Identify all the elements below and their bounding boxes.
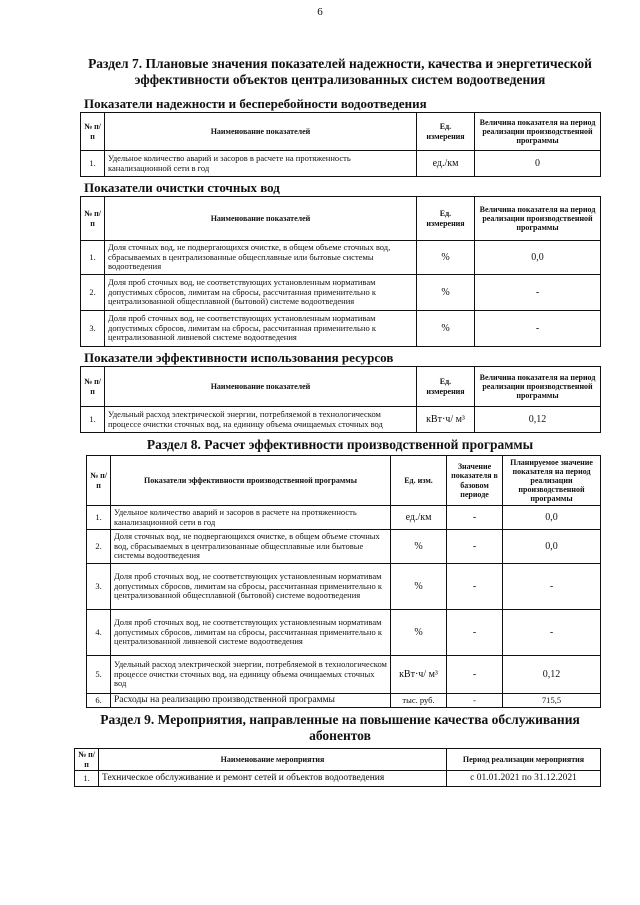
cell-unit: % <box>417 275 475 311</box>
cell-value: 0,12 <box>475 407 601 433</box>
t1-header-row <box>81 113 601 151</box>
section9-title <box>60 712 620 744</box>
section9-title-line1: Раздел 9. Мероприятия, направленные на повышение качества обслуживания <box>100 712 580 727</box>
cell-unit: % <box>391 564 447 610</box>
cell-value: 0,0 <box>475 241 601 275</box>
cell-unit: % <box>417 311 475 347</box>
table-row <box>81 151 601 177</box>
t3-header-name: Наименование показателей <box>105 367 417 407</box>
table-row <box>81 275 601 311</box>
cell-plan: 0,0 <box>503 506 601 530</box>
t1-title: Показатели надежности и бесперебойности водоотведения <box>84 96 427 111</box>
section8-header-num: № п/п <box>87 456 111 506</box>
table-row <box>81 241 601 275</box>
section8-header-name: Показатели эффективности производственной программы <box>111 456 391 506</box>
section9-title-line2: абонентов <box>309 728 371 743</box>
cell-num: 2. <box>87 530 111 564</box>
cell-name: Доля проб сточных вод, не соответствующих установленным нормативам допустимых сбросов, лимитам на сбросы, рассчитанная применительно к централизованной общесплавной (бытовой) системе водоотведения <box>111 564 391 610</box>
t3-header-value: Величина показателя на период реализации производственной программы <box>475 367 601 407</box>
cell-unit: кВт·ч/ м³ <box>417 407 475 433</box>
cell-name: Техническое обслуживание и ремонт сетей и объектов водоотведения <box>99 771 447 787</box>
t1-header-num: № п/п <box>81 113 105 151</box>
section7-title-line2: эффективности объектов централизованных систем водоотведения <box>134 72 546 87</box>
cell-num: 1. <box>87 506 111 530</box>
cell-plan: 715,5 <box>503 694 601 708</box>
t2-header-row <box>81 197 601 241</box>
t3-header-unit: Ед. измерения <box>417 367 475 407</box>
cell-plan: - <box>503 564 601 610</box>
cell-num: 1. <box>81 407 105 433</box>
cell-unit: кВт·ч/ м³ <box>391 656 447 694</box>
section8-header-row <box>87 456 601 506</box>
t1-header-value: Величина показателя на период реализации производственной программы <box>475 113 601 151</box>
cell-num: 3. <box>81 311 105 347</box>
table-row <box>87 610 601 656</box>
t2-table <box>80 196 601 347</box>
cell-base: - <box>447 610 503 656</box>
section9-table <box>74 748 601 787</box>
section8-header-unit: Ед. изм. <box>391 456 447 506</box>
cell-unit: % <box>391 530 447 564</box>
cell-unit: % <box>391 610 447 656</box>
cell-name: Удельный расход электрической энергии, потребляемой в технологическом процессе очистки сточных вод, на единицу объема очищаемых сточных вод <box>105 407 417 433</box>
cell-base: - <box>447 530 503 564</box>
section9-header-period: Период реализации мероприятия <box>447 749 601 771</box>
cell-num: 1. <box>75 771 99 787</box>
section8-header-base: Значение показателя в базовом периоде <box>447 456 503 506</box>
table-row <box>87 694 601 708</box>
section8-header-plan: Планируемое значение показателя на период реализации производственной программы <box>503 456 601 506</box>
t2-header-num: № п/п <box>81 197 105 241</box>
t3-title: Показатели эффективности использования ресурсов <box>84 350 394 365</box>
cell-unit: ед./км <box>391 506 447 530</box>
section8-table <box>86 455 601 708</box>
cell-plan: - <box>503 610 601 656</box>
cell-num: 3. <box>87 564 111 610</box>
cell-name: Доля сточных вод, не подвергающихся очистке, в общем объеме сточных вод, сбрасываемых в централизованные общесплавные или бытовые системы водоотведения <box>111 530 391 564</box>
cell-unit: ед./км <box>417 151 475 177</box>
cell-name: Доля проб сточных вод, не соответствующих установленным нормативам допустимых сбросов, лимитам на сбросы, рассчитанная применительно к централизованной ливневой системе водоотведения <box>111 610 391 656</box>
t3-header-num: № п/п <box>81 367 105 407</box>
cell-base: - <box>447 564 503 610</box>
cell-base: - <box>447 656 503 694</box>
cell-value: 0 <box>475 151 601 177</box>
cell-num: 1. <box>81 241 105 275</box>
cell-plan: 0,12 <box>503 656 601 694</box>
cell-num: 2. <box>81 275 105 311</box>
t1-header-unit: Ед. измерения <box>417 113 475 151</box>
cell-name: Доля сточных вод, не подвергающихся очистке, в общем объеме сточных вод, сбрасываемых в централизованные общесплавные или бытовые системы водоотведения <box>105 241 417 275</box>
cell-num: 4. <box>87 610 111 656</box>
cell-name: Удельное количество аварий и засоров в расчете на протяженность канализационной сети в год <box>111 506 391 530</box>
cell-num: 6. <box>87 694 111 708</box>
table-row <box>75 771 601 787</box>
cell-name: Удельный расход электрической энергии, потребляемой в технологическом процессе очистки сточных вод, на единицу объема очищаемых сточных вод <box>111 656 391 694</box>
cell-plan: 0,0 <box>503 530 601 564</box>
table-row <box>81 407 601 433</box>
cell-unit: % <box>417 241 475 275</box>
cell-value: - <box>475 311 601 347</box>
t2-header-unit: Ед. измерения <box>417 197 475 241</box>
table-row <box>87 656 601 694</box>
cell-value: - <box>475 275 601 311</box>
cell-num: 5. <box>87 656 111 694</box>
section9-header-name: Наименование мероприятия <box>99 749 447 771</box>
cell-name: Доля проб сточных вод, не соответствующих установленным нормативам допустимых сбросов, лимитам на сбросы, рассчитанная применительно к централизованной общесплавной (бытовой) системе водоотведения <box>105 275 417 311</box>
cell-base: - <box>447 506 503 530</box>
t2-header-value: Величина показателя на период реализации производственной программы <box>475 197 601 241</box>
section9-header-num: № п/п <box>75 749 99 771</box>
page-number: 6 <box>317 6 323 18</box>
t3-table <box>80 366 601 433</box>
section9-header-row <box>75 749 601 771</box>
cell-unit: тыс. руб. <box>391 694 447 708</box>
table-row <box>87 506 601 530</box>
table-row <box>87 564 601 610</box>
cell-num: 1. <box>81 151 105 177</box>
section8-title: Раздел 8. Расчет эффективности производственной программы <box>146 437 534 452</box>
t2-header-name: Наименование показателей <box>105 197 417 241</box>
cell-name: Доля проб сточных вод, не соответствующих установленным нормативам допустимых сбросов, лимитам на сбросы, рассчитанная применительно к централизованной ливневой системе водоотведения <box>105 311 417 347</box>
cell-name: Удельное количество аварий и засоров в расчете на протяженность канализационной сети в год <box>105 151 417 177</box>
t1-table <box>80 112 601 177</box>
cell-base: - <box>447 694 503 708</box>
t3-header-row <box>81 367 601 407</box>
section7-title-line1: Раздел 7. Плановые значения показателей надежности, качества и энергетической <box>88 56 592 71</box>
table-row <box>87 530 601 564</box>
t1-header-name: Наименование показателей <box>105 113 417 151</box>
table-row <box>81 311 601 347</box>
cell-period: с 01.01.2021 по 31.12.2021 <box>447 771 601 787</box>
t2-title: Показатели очистки сточных вод <box>84 180 280 195</box>
section7-title <box>60 56 620 88</box>
cell-name: Расходы на реализацию производственной программы <box>111 694 391 708</box>
